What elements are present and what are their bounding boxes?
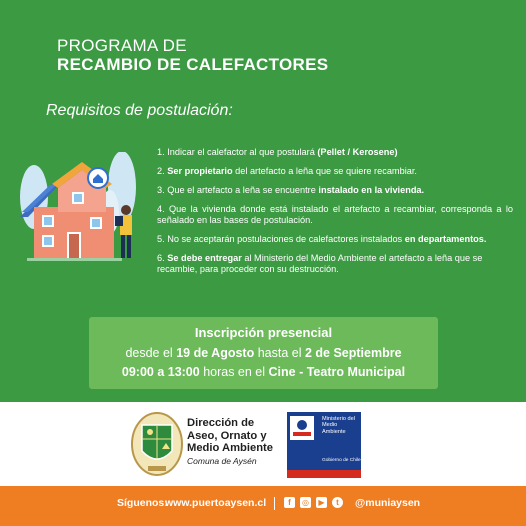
requirement-item: 2. Ser propietario del artefacto a leña que se quiere recambiar.: [157, 166, 417, 176]
footer-divider: [274, 497, 275, 510]
house-illustration: [12, 152, 142, 270]
requirement-item: 3. Que el artefacto a leña se encuentre instalado en la vivienda.: [157, 185, 425, 195]
social-handle[interactable]: @muniaysen: [355, 497, 421, 509]
instagram-icon[interactable]: ◎: [300, 497, 311, 508]
inscription-dates: desde el 19 de Agosto hasta el 2 de Septiembre: [125, 346, 402, 360]
ministry-name: Ministerio del Medio Ambiente: [322, 416, 355, 435]
requirement-item: 1. Indicar el calefactor al que postulará (Pellet / Kerosene): [157, 147, 398, 157]
municipal-seal-logo: [130, 411, 184, 477]
requirements-list: [157, 147, 513, 283]
footer-content: [0, 497, 526, 513]
requirements-title: Requisitos de postulación:: [46, 102, 233, 119]
program-title-line1: PROGRAMA DE: [57, 36, 187, 55]
youtube-icon[interactable]: ▶: [316, 497, 327, 508]
inscription-title: Inscripción presencial: [194, 325, 333, 340]
government-label: Gobierno de Chile: [322, 458, 361, 463]
twitter-icon[interactable]: t: [332, 497, 343, 508]
requirement-item: 5. No se aceptarán postulaciones de calefactores instalados en departamentos.: [157, 234, 487, 244]
inscription-panel: [89, 317, 438, 389]
requirement-item: 4. Que la vivienda donde está instalado el artefacto a recambiar, corresponda a lo señalado en las bases de postulación.: [157, 204, 513, 225]
website-link[interactable]: www.puertoaysen.cl: [165, 497, 267, 509]
follow-label: Síguenos:: [117, 497, 168, 509]
facebook-icon[interactable]: f: [284, 497, 295, 508]
inscription-place: 09:00 a 13:00 horas en el Cine - Teatro Municipal: [121, 365, 406, 379]
commune-label: Comuna de Aysén: [187, 455, 257, 466]
requirement-item: 6. Se debe entregar al Ministerio del Medio Ambiente el artefacto a leña que se recambie, para proceder con su destrucción.: [157, 253, 483, 274]
direction-name: Dirección de Aseo, Ornato y Medio Ambiente Comuna de Aysén: [187, 417, 273, 466]
program-title-line2: RECAMBIO DE CALEFACTORES: [57, 55, 329, 74]
